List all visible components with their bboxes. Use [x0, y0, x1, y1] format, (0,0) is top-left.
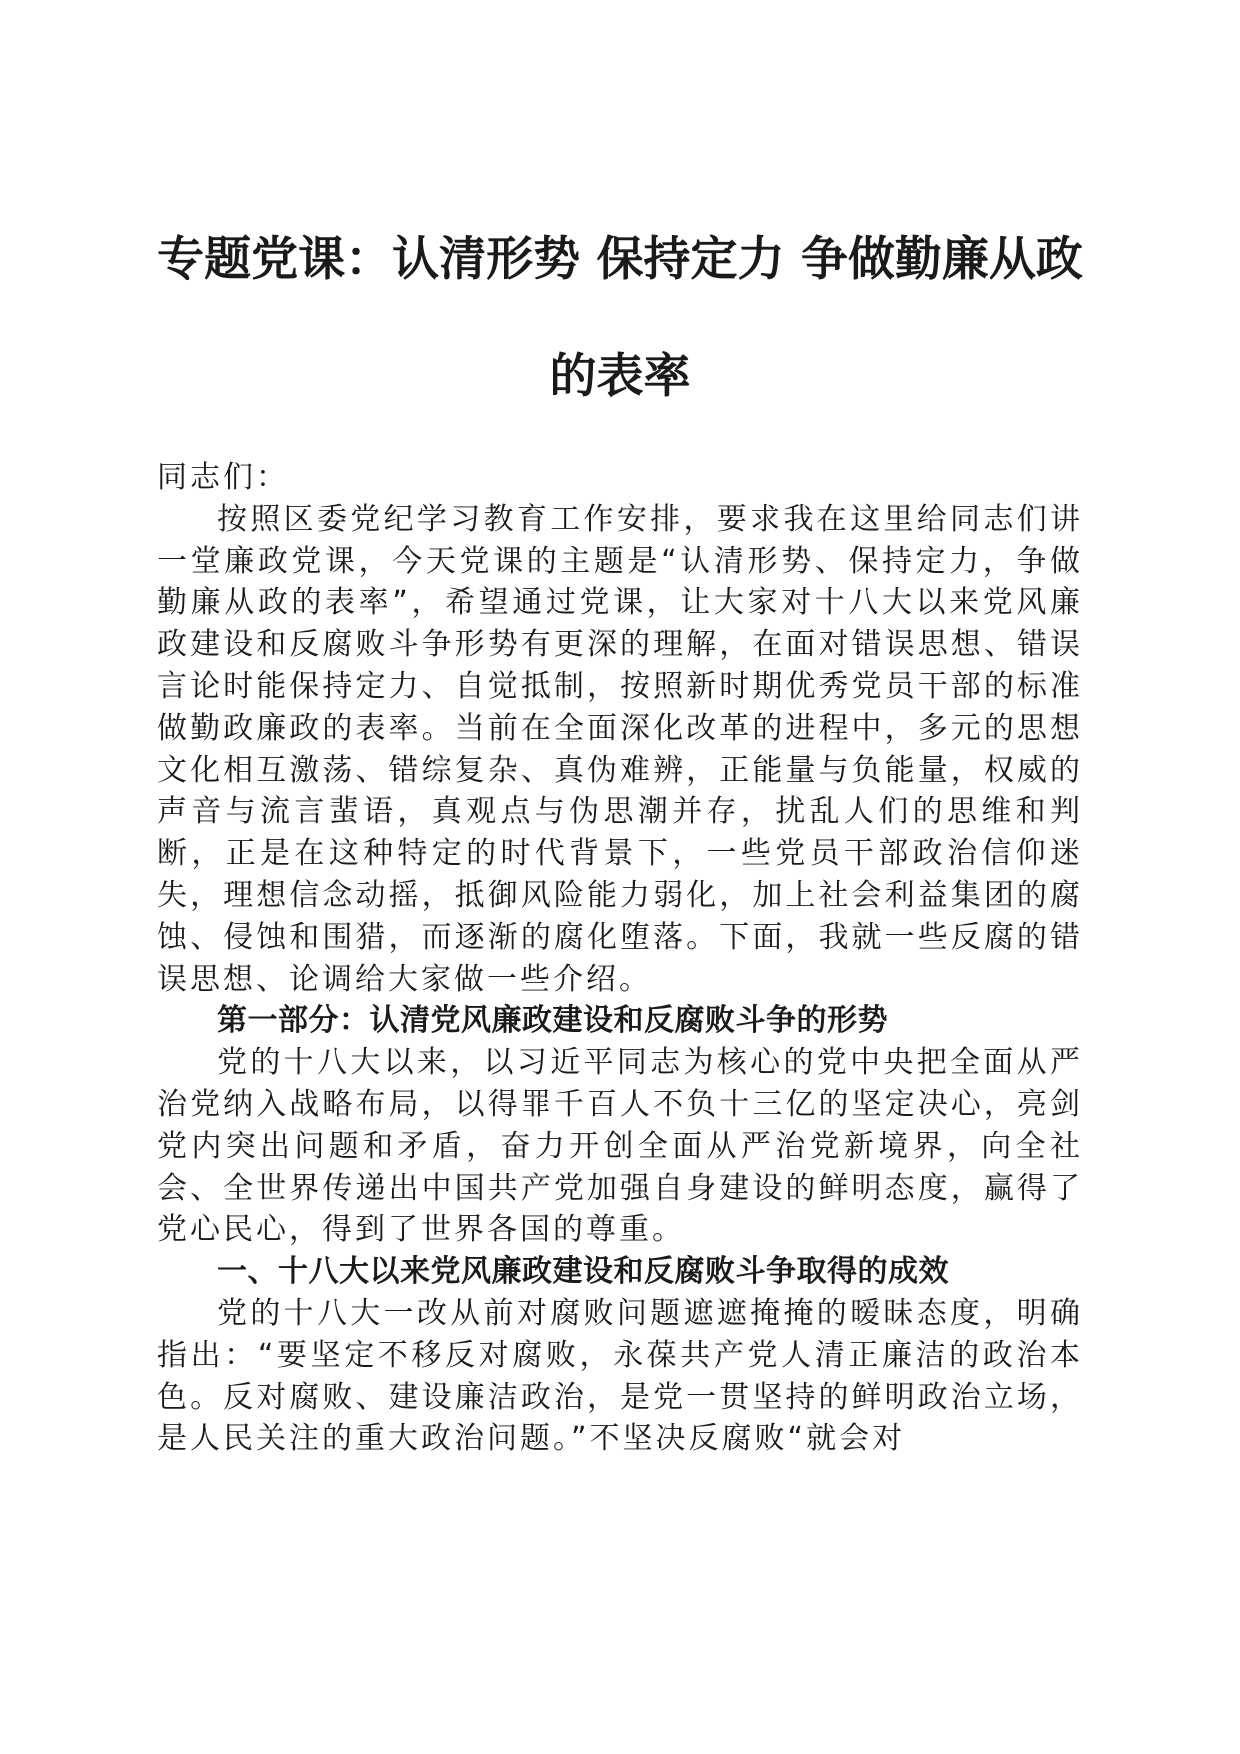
salutation: 同志们： [157, 460, 289, 495]
subsection-heading-achievements: 一、十八大以来党风廉政建设和反腐败斗争取得的成效 [217, 1254, 949, 1290]
section-heading-part-one: 第一部分：认清党风廉政建设和反腐败斗争的形势 [217, 1003, 888, 1039]
paragraph-achievements: 党的十八大一改从前对腐败问题遮遮掩掩的暧昧态度，明确指出：“要坚定不移反对腐败，永葆共产党人清正廉洁的政治本色。反对腐败、建设廉洁政治，是党一贯坚持的鲜明政治立场，是人民关注的重大政治问题。”不坚决反腐败“就会对 [157, 1295, 1083, 1457]
document-title-line-2: 的表率 [549, 349, 691, 404]
paragraph-part-one: 党的十八大以来，以习近平同志为核心的党中央把全面从严治党纳入战略布局，以得罪千百人不负十三亿的坚定决心，亮剑党内突出问题和矛盾，奋力开创全面从严治党新境界，向全社会、全世界传递出中国共产党加强自身建设的鲜明态度，赢得了党心民心，得到了世界各国的尊重。 [157, 1045, 1083, 1248]
document-body [157, 457, 1083, 1460]
paragraph-intro: 按照区委党纪学习教育工作安排，要求我在这里给同志们讲一堂廉政党课，今天党课的主题是“认清形势、保持定力，争做勤廉从政的表率”，希望通过党课，让大家对十八大以来党风廉政建设和反腐败斗争形势有更深的理解，在面对错误思想、错误言论时能保持定力、自觉抵制，按照新时期优秀党员干部的标准做勤政廉政的表率。当前在全面深化改革的进程中，多元的思想文化相互激荡、错综复杂、真伪难辨，正能量与负能量，权威的声音与流言蜚语，真观点与伪思潮并存，扰乱人们的思维和判断，正是在这种特定的时代背景下，一些党员干部政治信仰迷失，理想信念动摇，抵御风险能力弱化，加上社会利益集团的腐蚀、侵蚀和围猎，而逐渐的腐化堕落。下面，我就一些反腐的错误思想、论调给大家做一些介绍。 [157, 501, 1083, 997]
document-title-line-1: 专题党课：认清形势 保持定力 争做勤廉从政 [157, 232, 1083, 287]
